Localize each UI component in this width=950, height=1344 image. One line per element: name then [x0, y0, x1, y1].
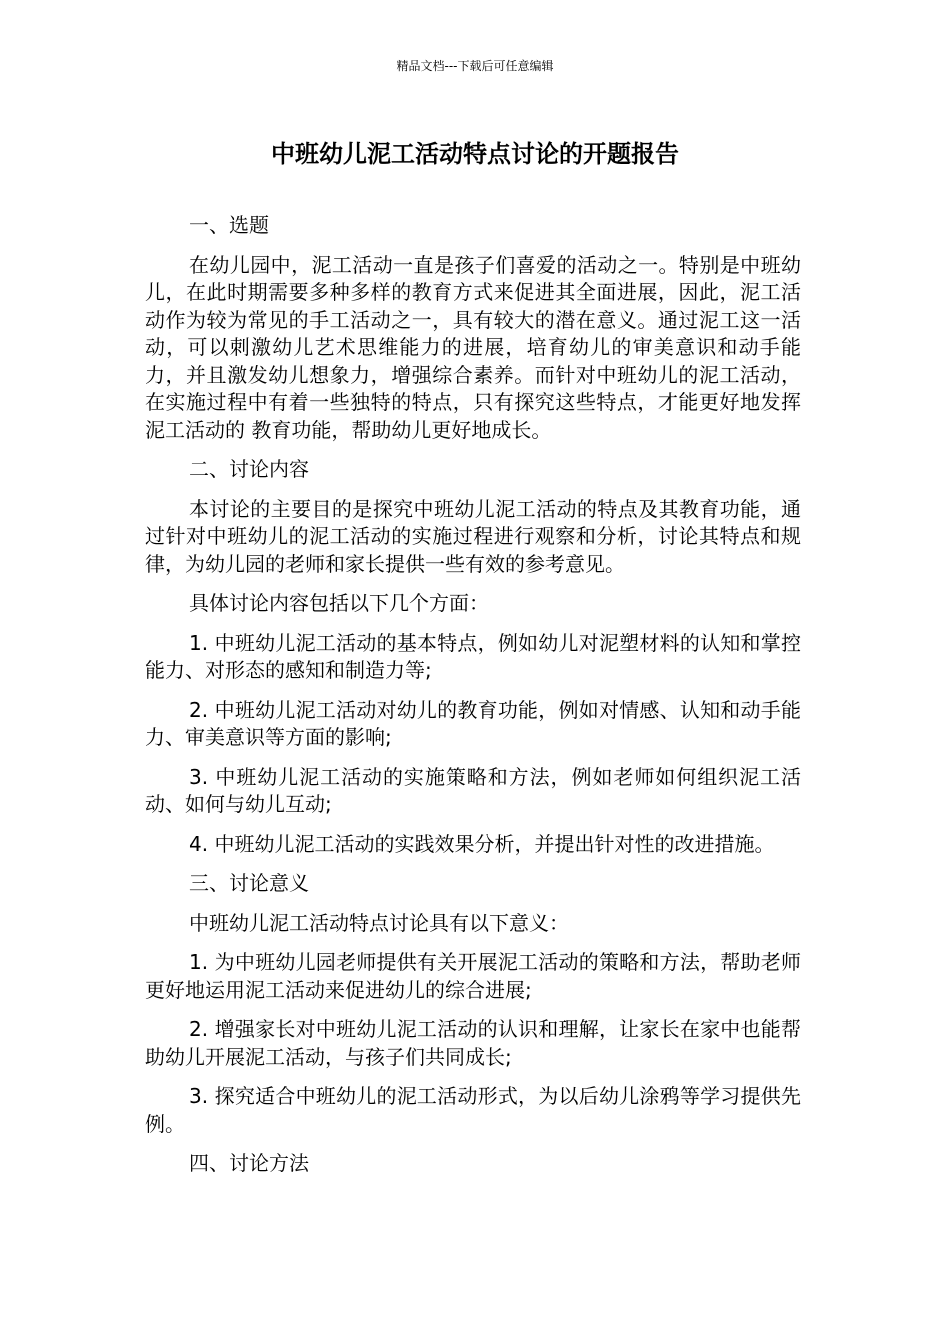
list-item-content-1: 1. 中班幼儿泥工活动的基本特点，例如幼儿对泥塑材料的认知和掌控能力、对形态的感知和制造力等; [145, 630, 801, 682]
document-title: 中班幼儿泥工活动特点讨论的开题报告 [271, 140, 679, 168]
paragraph-topic-body: 在幼儿园中，泥工活动一直是孩子们喜爱的活动之一。特别是中班幼儿，在此时期需要多种多样的教育方式来促进其全面进展，因此，泥工活动作为较为常见的手工活动之一，具有较大的潜在意义。通过泥工这一活动，可以刺激幼儿艺术思维能力的进展，培育幼儿的审美意识和动手能力，并且激发幼儿想象力，增强综合素养。而针对中班幼儿的泥工活动，在实施过程中有着一些独特的特点，只有探究这些特点，才能更好地发挥泥工活动的 教育功能，帮助幼儿更好地成长。 [145, 252, 801, 442]
list-item-significance-3: 3. 探究适合中班幼儿的泥工活动形式，为以后幼儿涂鸦等学习提供先例。 [145, 1084, 801, 1136]
list-item-significance-1: 1. 为中班幼儿园老师提供有关开展泥工活动的策略和方法，帮助老师更好地运用泥工活动来促进幼儿的综合进展; [145, 950, 801, 1002]
list-item-significance-2: 2. 增强家长对中班幼儿泥工活动的认识和理解，让家长在家中也能帮助幼儿开展泥工活动，与孩子们共同成长; [145, 1017, 801, 1069]
list-item-content-2: 2. 中班幼儿泥工活动对幼儿的教育功能，例如对情感、认知和动手能力、审美意识等方面的影响; [145, 697, 801, 749]
list-item-content-3: 3. 中班幼儿泥工活动的实施策略和方法，例如老师如何组织泥工活动、如何与幼儿互动; [145, 764, 801, 816]
section-heading-content: 二、讨论内容 [189, 457, 309, 481]
section-heading-method: 四、讨论方法 [189, 1151, 309, 1175]
document-body [145, 212, 801, 1190]
list-item-content-4: 4. 中班幼儿泥工活动的实践效果分析，并提出针对性的改进措施。 [189, 831, 775, 856]
section-heading-topic: 一、选题 [189, 213, 269, 237]
paragraph-significance-intro: 中班幼儿泥工活动特点讨论具有以下意义： [189, 910, 569, 935]
page-header-watermark: 精品文档---下载后可任意编辑 [396, 59, 554, 73]
paragraph-content-intro: 具体讨论内容包括以下几个方面： [189, 591, 489, 615]
section-heading-significance: 三、讨论意义 [189, 871, 309, 895]
paragraph-content-purpose: 本讨论的主要目的是探究中班幼儿泥工活动的特点及其教育功能，通过针对中班幼儿的泥工活动的实施过程进行观察和分析，讨论其特点和规律，为幼儿园的老师和家长提供一些有效的参考意见。 [145, 496, 801, 576]
